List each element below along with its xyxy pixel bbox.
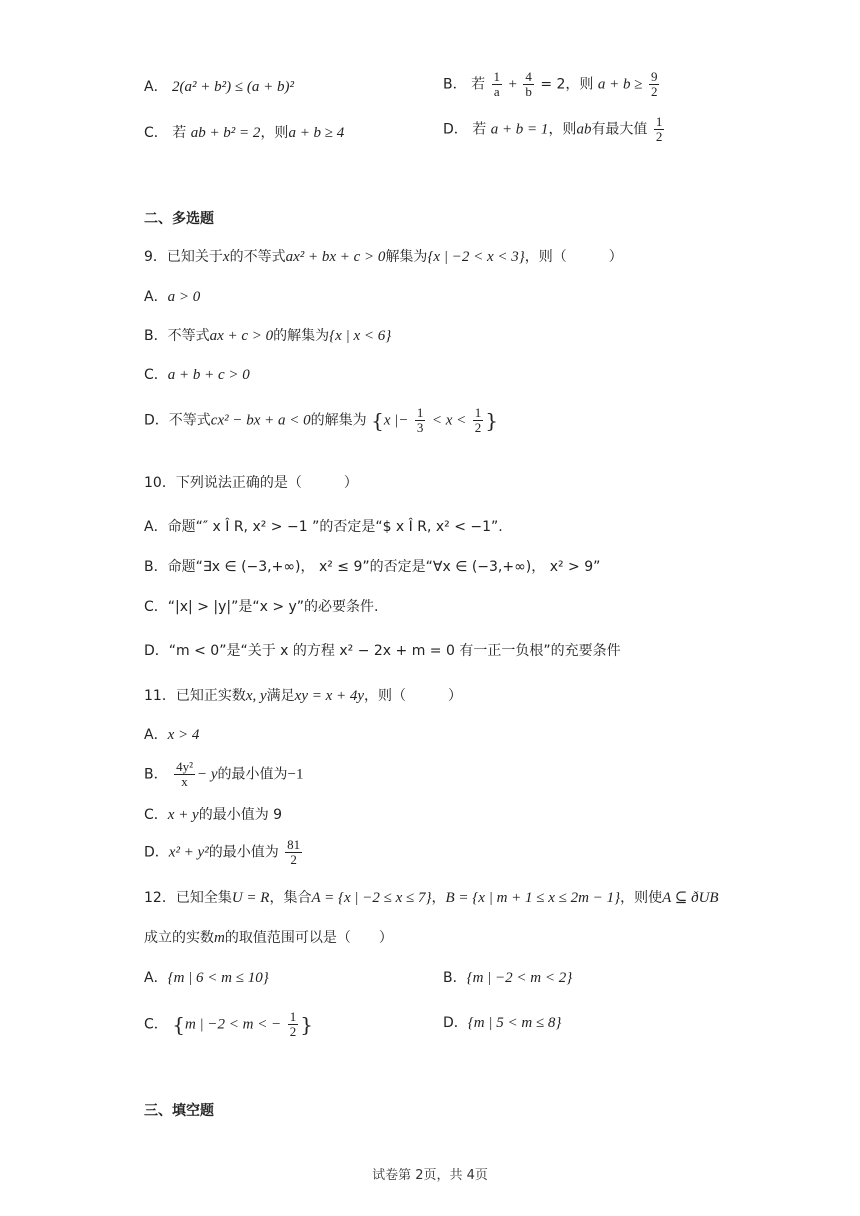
math-expr: xy = x + 4y	[294, 688, 365, 704]
option-expr: {m | −2 < m < 2}	[466, 970, 573, 986]
option-label: A．	[144, 289, 168, 305]
option-expr: a + b ≥ 4	[288, 125, 345, 141]
denominator: 3	[416, 420, 424, 435]
fraction	[523, 70, 534, 99]
brace-left: {	[172, 1012, 185, 1037]
option-expr: cx² − bx + a < 0	[210, 412, 311, 429]
q8-option-d	[443, 115, 666, 144]
option-label: B．	[443, 76, 467, 93]
option-expr: m | −2 < m < −	[184, 1016, 282, 1033]
stem-text: ，则使	[620, 890, 663, 906]
math-expr: ax² + bx + c > 0	[285, 249, 386, 265]
q9-option-a	[144, 287, 200, 307]
q8-option-c	[144, 123, 344, 143]
denominator: x	[181, 774, 188, 789]
math-expr: A ⊆ ðUB	[662, 890, 719, 906]
option-text: 的最小值为	[217, 766, 288, 783]
option-label: C．	[144, 125, 168, 141]
option-label: A．	[144, 970, 168, 986]
denominator: b	[525, 84, 532, 99]
stem-text: 9．已知关于	[144, 249, 223, 265]
option-label: A．	[144, 727, 168, 743]
fraction	[288, 1010, 299, 1039]
stem-text: 11．已知正实数	[144, 688, 246, 704]
option-text: 有最大值	[591, 121, 648, 138]
option-expr: 2(a² + b²) ≤ (a + b)²	[172, 79, 294, 95]
option-expr: x > 4	[167, 727, 200, 743]
stem-text: 的取值范围可以是（ ）	[224, 930, 393, 946]
option-expr: a + b + c > 0	[167, 367, 250, 383]
q10-option-c: C．“|x| > |y|”是“x > y”的必要条件.	[144, 599, 379, 615]
stem-text: ，则（ ）	[364, 688, 463, 704]
q10-option-a: A．命题“″ x Î R, x² > −1 ”的否定是“$ x Î R, x² < −1”.	[144, 519, 503, 535]
option-value: −1	[287, 766, 304, 783]
option-text: 若	[472, 121, 487, 138]
option-label: C．	[144, 367, 168, 383]
option-text: 的最小值为 9	[198, 807, 283, 823]
math-var: m	[214, 930, 225, 946]
option-label: B．	[144, 766, 168, 783]
q9-stem	[144, 247, 623, 267]
math-var: x	[222, 249, 230, 265]
q9-option-c	[144, 365, 250, 385]
numerator: 1	[416, 405, 424, 420]
stem-text: ，	[431, 890, 446, 906]
option-text: B．不等式	[144, 328, 210, 344]
option-label: B．	[443, 970, 467, 986]
fraction	[174, 760, 195, 789]
section-heading: 二、多选题	[144, 211, 214, 227]
option-text: 的解集为	[273, 328, 330, 344]
q8-option-a	[144, 77, 294, 97]
stem-text: ，集合	[269, 890, 312, 906]
option-expr: {x | x < 6}	[329, 328, 392, 344]
option-expr: a + b = 1	[490, 121, 549, 138]
math-expr: {x | −2 < x < 3}	[427, 249, 525, 265]
brace-right: }	[300, 1012, 313, 1037]
option-text: ，则	[260, 125, 289, 141]
q11-option-a	[144, 725, 199, 745]
option-expr: ab + b² = 2	[190, 125, 261, 141]
denominator: 2	[290, 852, 297, 867]
numerator: 1	[493, 69, 501, 84]
brace-right: }	[485, 408, 498, 433]
section-heading: 三、填空题	[144, 1103, 214, 1119]
numerator: 4	[525, 69, 532, 84]
option-text: D．不等式	[144, 412, 211, 429]
option-label: C．	[144, 807, 168, 823]
q11-option-c	[144, 805, 282, 825]
stem-text: ，则（ ）	[524, 249, 623, 265]
q10-stem: 10．下列说法正确的是（ ）	[144, 475, 358, 491]
option-label: A．	[144, 79, 168, 95]
q12-option-c	[144, 1010, 313, 1039]
math-expr: U = R	[231, 890, 270, 906]
q12-option-a	[144, 968, 269, 988]
fraction	[649, 70, 660, 99]
numerator: 1	[474, 405, 482, 420]
denominator: 2	[289, 1024, 297, 1039]
option-expr: x + y	[167, 807, 199, 823]
fraction	[285, 838, 302, 867]
numerator: 9	[650, 69, 658, 84]
option-expr: < x <	[431, 412, 467, 429]
option-expr: ax + c > 0	[209, 328, 274, 344]
option-label: D．	[144, 844, 169, 861]
option-text: = 2，则	[540, 76, 594, 93]
math-expr: A = {x | −2 ≤ x ≤ 7}	[311, 890, 432, 906]
option-expr: x |−	[383, 412, 409, 429]
numerator: 81	[287, 837, 301, 852]
brace-left: {	[371, 408, 384, 433]
option-label: D．	[443, 121, 468, 138]
option-text: 的解集为	[310, 412, 367, 429]
fraction	[415, 406, 426, 435]
q12-option-b	[443, 968, 572, 988]
option-expr: x² + y²	[168, 844, 209, 861]
stem-text: 12．已知全集	[144, 890, 232, 906]
option-expr: − y	[196, 766, 218, 783]
option-text: 若	[471, 76, 486, 93]
math-op: +	[508, 76, 517, 93]
q11-stem	[144, 686, 462, 706]
fraction	[473, 406, 484, 435]
q11-option-d	[144, 838, 304, 867]
option-expr: {m | 5 < m ≤ 8}	[467, 1015, 562, 1031]
option-text: 的最小值为	[208, 844, 279, 861]
denominator: 2	[655, 129, 663, 144]
option-expr: ab	[576, 121, 592, 138]
q12-stem-line1	[144, 888, 719, 908]
q10-option-d: D．“m < 0”是“关于 x 的方程 x² − 2x + m = 0 有一正一负根”的充要条件	[144, 643, 621, 659]
stem-text: 解集为	[385, 249, 428, 265]
denominator: a	[493, 84, 500, 99]
option-expr: a > 0	[167, 289, 201, 305]
numerator: 1	[655, 114, 663, 129]
q10-option-b: B．命题“∃x ∈ (−3,+∞)， x² ≤ 9”的否定是“∀x ∈ (−3,+∞)， x² > 9”	[144, 559, 601, 575]
option-expr: a + b ≥	[597, 76, 643, 93]
stem-text: 满足	[266, 688, 295, 704]
numerator: 1	[289, 1009, 297, 1024]
stem-text: 的不等式	[229, 249, 286, 265]
numerator: 4y²	[176, 759, 193, 774]
q9-option-d	[144, 406, 498, 435]
denominator: 2	[474, 420, 482, 435]
option-text: 若	[172, 125, 187, 141]
option-expr: {m | 6 < m ≤ 10}	[167, 970, 269, 986]
q12-option-d	[443, 1013, 561, 1033]
q9-option-b	[144, 326, 391, 346]
fraction	[492, 70, 503, 99]
option-label: D．	[443, 1015, 468, 1031]
math-expr: B = {x | m + 1 ≤ x ≤ 2m − 1}	[445, 890, 621, 906]
math-var: x, y	[245, 688, 267, 704]
page-footer: 试卷第 2页，共 4页	[372, 1168, 488, 1183]
stem-text: 成立的实数	[144, 930, 214, 946]
q11-option-b	[144, 760, 303, 789]
fraction	[654, 115, 665, 144]
q8-option-b	[443, 70, 661, 99]
q12-stem-line2	[144, 928, 393, 948]
option-label: C．	[144, 1016, 168, 1033]
denominator: 2	[650, 84, 658, 99]
option-text: ，则	[548, 121, 577, 138]
